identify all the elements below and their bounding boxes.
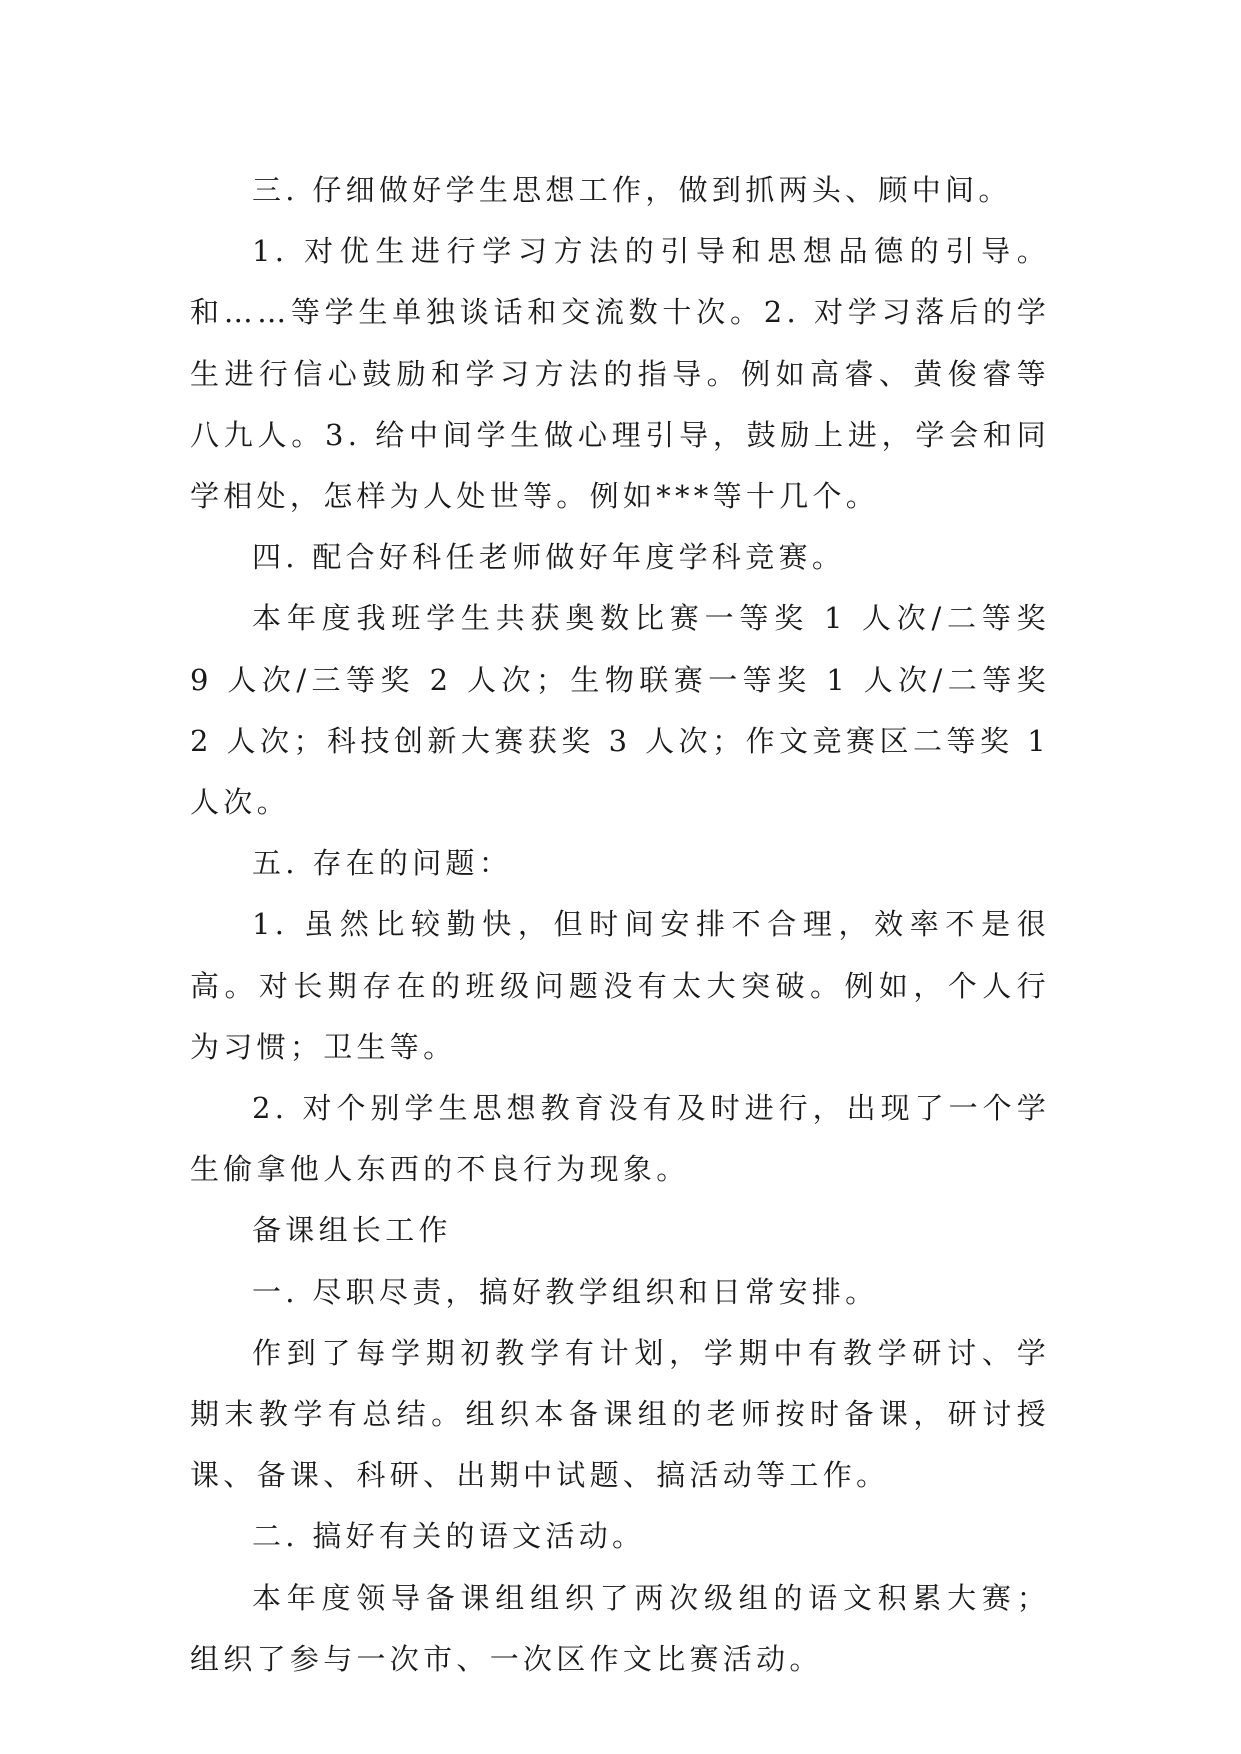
paragraph-competition-awards: 本年度我班学生共获奥数比赛一等奖 1 人次/二等奖 9 人次/三等奖 2 人次；生物联赛一等奖 1 人次/二等奖 2 人次；科技创新大赛获奖 3 人次；作文竞赛区二等奖 1 人次。	[190, 601, 1050, 820]
section-heading-three: 三. 仔细做好学生思想工作，做到抓两头、顾中间。	[252, 173, 1012, 207]
section-heading-four: 四. 配合好科任老师做好年度学科竞赛。	[252, 540, 846, 575]
document-body	[190, 160, 1050, 1690]
section-heading-lesson-group: 备课组长工作	[252, 1213, 452, 1248]
paragraph-student-guidance: 1. 对优生进行学习方法的引导和思想品德的引导。和……等学生单独谈话和交流数十次。2. 对学习落后的学生进行信心鼓励和学习方法的指导。例如高睿、黄俊睿等八九人。3. 给中间学生做心理引导，鼓励上进，学会和同学相处，怎样为人处世等。例如***等十几个。	[190, 234, 1050, 514]
section-heading-one: 一. 尽职尽责，搞好教学组织和日常安排。	[252, 1274, 879, 1309]
paragraph-problem-one: 1. 虽然比较勤快，但时间安排不合理，效率不是很高。对长期存在的班级问题没有太大突破。例如，个人行为习惯；卫生等。	[190, 907, 1050, 1064]
paragraph-teaching-plan: 作到了每学期初教学有计划，学期中有教学研讨、学期末教学有总结。组织本备课组的老师按时备课，研讨授课、备课、科研、出期中试题、搞活动等工作。	[190, 1335, 1050, 1493]
section-heading-five: 五. 存在的问题：	[252, 846, 513, 881]
paragraph-problem-two: 2. 对个别学生思想教育没有及时进行，出现了一个学生偷拿他人东西的不良行为现象。	[190, 1091, 1050, 1187]
paragraph-chinese-activities: 本年度领导备课组组织了两次级组的语文积累大赛；组织了参与一次市、一次区作文比赛活动。	[190, 1580, 1050, 1676]
section-heading-two: 二. 搞好有关的语文活动。	[252, 1519, 646, 1554]
